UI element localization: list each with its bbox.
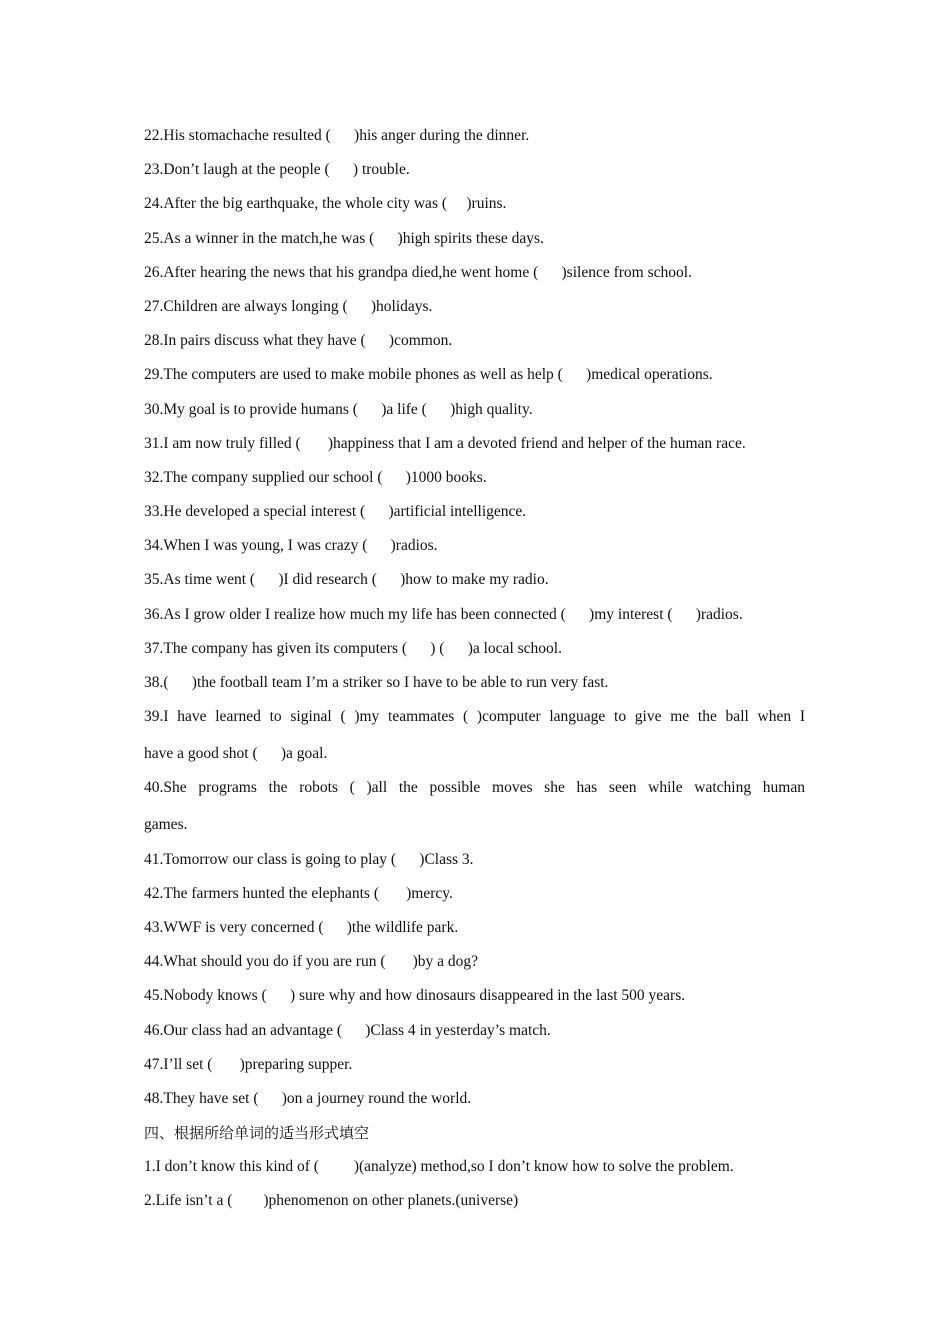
question-23: 23.Don’t laugh at the people ( ) trouble. <box>144 161 410 179</box>
question-40-line-1: 40.She programs the robots ( )all the possible moves she has seen while watching human <box>144 779 805 797</box>
question-44: 44.What should you do if you are run ( )by a dog? <box>144 953 479 971</box>
question-32: 32.The company supplied our school ( )1000 books. <box>144 468 487 486</box>
question-29: 29.The computers are used to make mobile phones as well as help ( )medical operations. <box>144 366 713 384</box>
question-46: 46.Our class had an advantage ( )Class 4 in yesterday’s match. <box>144 1021 551 1039</box>
question-22: 22.His stomachache resulted ( )his anger during the dinner. <box>144 127 530 144</box>
question-38: 38.( )the football team I’m a striker so I have to be able to run very fast. <box>144 674 609 691</box>
question-39-line-2: have a good shot ( )a goal. <box>144 745 328 763</box>
question-47: 47.I’ll set ( )preparing supper. <box>144 1055 353 1073</box>
section-item-1: 1.I don’t know this kind of ( )(analyze) method,so I don’t know how to solve the problem. <box>144 1158 734 1176</box>
question-26: 26.After hearing the news that his grandpa died,he went home ( )silence from school. <box>144 263 692 281</box>
question-34: 34.When I was young, I was crazy ( )radios. <box>144 537 438 555</box>
question-41: 41.Tomorrow our class is going to play ( )Class 3. <box>144 850 474 868</box>
question-40-line-2: games. <box>144 816 188 834</box>
question-48: 48.They have set ( )on a journey round the world. <box>144 1089 472 1107</box>
question-45: 45.Nobody knows ( ) sure why and how dinosaurs disappeared in the last 500 years. <box>144 987 686 1005</box>
question-43: 43.WWF is very concerned ( )the wildlife park. <box>144 918 459 936</box>
question-42: 42.The farmers hunted the elephants ( )mercy. <box>144 884 453 902</box>
question-24: 24.After the big earthquake, the whole city was ( )ruins. <box>144 195 507 213</box>
question-31: 31.I am now truly filled ( )happiness that I am a devoted friend and helper of the human race. <box>144 434 746 452</box>
question-35: 35.As time went ( )I did research ( )how to make my radio. <box>144 571 549 589</box>
section-item-2: 2.Life isn’t a ( )phenomenon on other planets.(universe) <box>144 1192 519 1210</box>
question-36: 36.As I grow older I realize how much my life has been connected ( )my interest ( )radios. <box>144 605 743 623</box>
question-39-line-1: 39.I have learned to siginal ( )my teammates ( )computer language to give me the ball when I <box>144 708 805 726</box>
question-37: 37.The company has given its computers ( ) ( )a local school. <box>144 639 562 657</box>
question-33: 33.He developed a special interest ( )artificial intelligence. <box>144 503 527 521</box>
question-28: 28.In pairs discuss what they have ( )common. <box>144 332 453 350</box>
section-heading: 四、根据所给单词的适当形式填空 <box>144 1124 370 1143</box>
document-content <box>144 124 805 1224</box>
question-30: 30.My goal is to provide humans ( )a life ( )high quality. <box>144 400 533 418</box>
question-27: 27.Children are always longing ( )holidays. <box>144 297 433 315</box>
question-25: 25.As a winner in the match,he was ( )high spirits these days. <box>144 229 544 247</box>
